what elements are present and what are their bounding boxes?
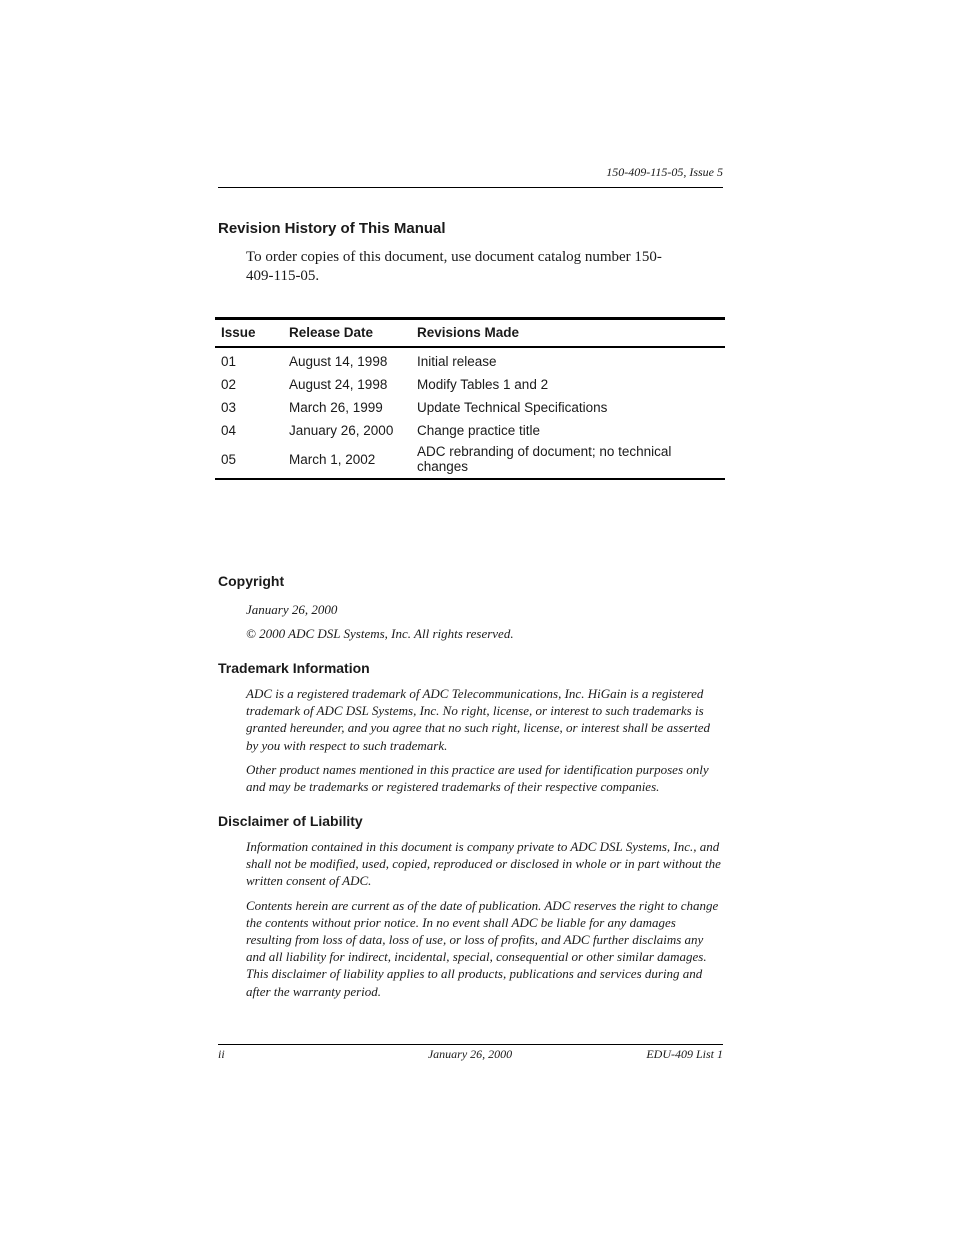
footer-date: January 26, 2000	[427, 1047, 513, 1061]
column-header-release-date: Release Date	[283, 319, 411, 348]
table-row	[215, 347, 725, 373]
cell-revisions-made: Modify Tables 1 and 2	[417, 376, 549, 392]
revision-table-header	[215, 319, 725, 348]
trademark-title: Trademark Information	[218, 660, 370, 676]
cell-revisions-made: Update Technical Specifications	[417, 399, 608, 415]
cell-revisions-made: Change practice title	[417, 422, 541, 438]
cell-issue: 04	[221, 422, 237, 438]
disclaimer-paragraph: Contents herein are current as of the date of publication. ADC reserves the right to change the contents without prior notice. In no event shall ADC be liable for any damages resulting from loss of data, loss of use, or loss of profits, and ADC further disclaims any and all liability for indirect, incidental, special, consequential or other similar damages. This disclaimer of liability applies to all products, publications and services during and after the warranty period.	[246, 897, 719, 999]
copyright-body	[246, 601, 724, 649]
trademark-paragraph: Other product names mentioned in this practice are used for identification purposes only and may be trademarks or registered trademarks of their respective companies.	[246, 761, 709, 795]
trademark-paragraph: ADC is a registered trademark of ADC Telecommunications, Inc. HiGain is a registered trademark of ADC DSL Systems, Inc. No right, license, or interest to such trademarks is granted hereunder, and you agree that no such right, license, or interest shall be asserted by you with respect to such trademark.	[246, 686, 710, 753]
table-row	[215, 442, 725, 479]
footer-product: EDU-409 List 1	[646, 1047, 723, 1061]
cell-issue: 02	[221, 376, 237, 392]
cell-release-date: March 1, 2002	[283, 442, 411, 479]
cell-issue: 05	[215, 442, 283, 479]
disclaimer-body	[246, 838, 724, 1007]
cell-release-date: August 14, 1998	[289, 353, 388, 369]
revision-table	[215, 317, 725, 480]
cell-issue: 03	[221, 399, 237, 415]
disclaimer-paragraph: Information contained in this document is company private to ADC DSL Systems, Inc., and shall not be modified, used, copied, reproduced or disclosed in whole or in part without the written consent of ADC.	[246, 839, 721, 889]
disclaimer-title: Disclaimer of Liability	[218, 813, 363, 829]
header-rule	[218, 187, 723, 188]
table-row	[215, 396, 725, 419]
header-doc-id: 150-409-115-05, Issue 5	[606, 165, 723, 179]
cell-release-date: August 24, 1998	[289, 376, 388, 392]
copyright-title: Copyright	[218, 573, 285, 589]
footer-page-number: ii	[218, 1047, 225, 1061]
trademark-body	[246, 685, 724, 802]
table-row	[215, 419, 725, 442]
revision-history-title: Revision History of This Manual	[218, 220, 446, 237]
copyright-date: January 26, 2000	[246, 602, 338, 617]
cell-release-date: January 26, 2000	[289, 422, 394, 438]
footer-rule	[218, 1044, 723, 1045]
cell-issue: 01	[221, 353, 237, 369]
column-header-revisions-made: Revisions Made	[411, 319, 725, 348]
revision-history-intro: To order copies of this document, use document catalog number 150-409-115-05.	[246, 249, 662, 284]
cell-revisions-made: ADC rebranding of document; no technical changes	[411, 442, 725, 479]
table-row	[215, 373, 725, 396]
cell-revisions-made: Initial release	[417, 353, 497, 369]
cell-release-date: March 26, 1999	[289, 399, 383, 415]
column-header-issue: Issue	[215, 319, 283, 348]
copyright-notice: © 2000 ADC DSL Systems, Inc. All rights reserved.	[246, 626, 514, 642]
